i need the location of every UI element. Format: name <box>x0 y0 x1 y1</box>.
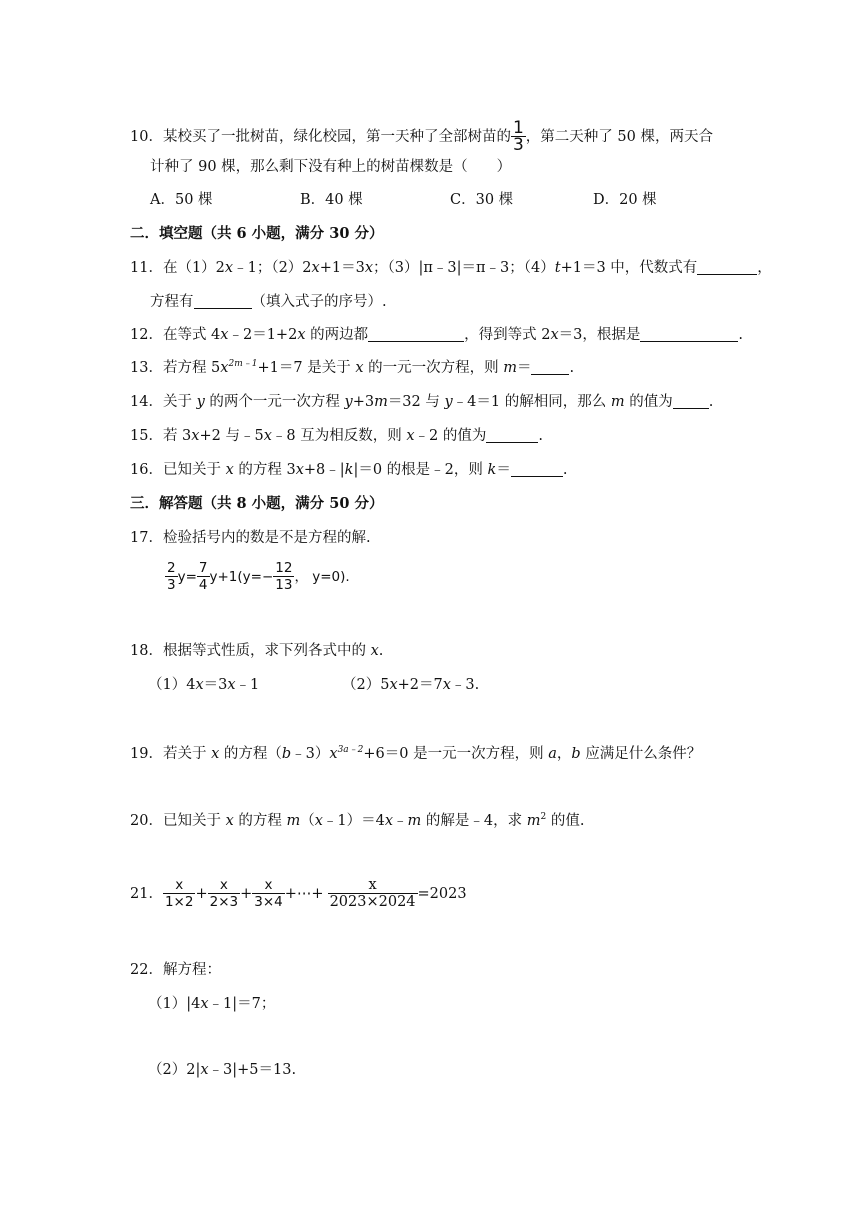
q16-p1: 已知关于 <box>162 462 226 478</box>
q21-term3-num: x <box>252 877 285 894</box>
q18-text-a: 根据等式性质，求下列各式中的 <box>162 643 371 659</box>
q20-number: 20． <box>130 813 163 829</box>
q17-frac-2-3 <box>165 560 178 594</box>
q15-v1: x <box>191 428 200 444</box>
q11-line2 <box>150 292 387 312</box>
q18-s1-b: ＝3 <box>203 677 228 693</box>
q22-number: 22． <box>130 962 163 978</box>
q12-p5: ＝3，根据是 <box>558 327 641 343</box>
q19-p3: ﹣3） <box>291 746 330 762</box>
q15-answer-blank[interactable] <box>486 428 538 443</box>
q19-v4: a <box>548 746 557 762</box>
q11-p4: ；（3）|π﹣3|＝π﹣3；（4） <box>373 260 555 276</box>
q18-s1-v1: x <box>195 677 204 693</box>
q12-answer-blank-2[interactable] <box>640 327 738 342</box>
q14-p4: ＝32 与 <box>387 394 445 410</box>
q21-plus-1: + <box>195 886 208 902</box>
q11-line1 <box>130 258 772 278</box>
q22-s1-v: x <box>200 996 209 1012</box>
q13-p1: 若方程 5 <box>162 360 221 376</box>
q21-term1-num: x <box>163 877 196 894</box>
q21-plus-2: + <box>240 886 253 902</box>
q19-p5: ， <box>556 746 572 762</box>
q18-text-b: . <box>378 643 384 659</box>
q14-p1: 关于 <box>162 394 197 410</box>
q14-number: 14． <box>130 394 163 410</box>
q13-exponent: 2m﹣1 <box>228 359 258 369</box>
q13-p4: ＝ <box>516 360 532 376</box>
q18-v: x <box>370 643 379 659</box>
q22-text: 解方程： <box>162 962 221 978</box>
q16-p4: |＝0 的根是﹣2，则 <box>353 462 488 478</box>
q21-term2-den: 2×3 <box>209 894 239 910</box>
q18-s1-a: （1）4 <box>148 677 196 693</box>
q17-frac3-den: 13 <box>275 577 293 593</box>
q12-p6: . <box>738 327 743 343</box>
q13-answer-blank[interactable] <box>531 360 569 375</box>
q10-option-b: B．40 棵 <box>300 192 363 208</box>
q16-v2: x <box>295 462 304 478</box>
q14-p7: . <box>708 394 714 410</box>
q22-s2-b: ﹣3|+5＝13. <box>208 1062 297 1078</box>
q22-s1-a: （1）|4 <box>148 996 201 1012</box>
q20-p3: （ <box>300 813 315 829</box>
q16-p5: ＝ <box>496 462 511 478</box>
q21-last-num: x <box>328 877 418 894</box>
q11-v1: x <box>224 260 234 276</box>
q16-p2: 的方程 3 <box>233 462 296 478</box>
q13-v1: x <box>220 360 229 376</box>
q17-frac-12-13 <box>273 560 294 594</box>
q16-p6: . <box>562 462 568 478</box>
q16-v3: k <box>344 462 354 478</box>
q11-v4: t <box>554 260 561 276</box>
q15-p1: 若 3 <box>162 428 192 444</box>
q20-exponent: 2 <box>540 812 547 822</box>
q11-v3: x <box>364 260 374 276</box>
q18-s2-c: ﹣3. <box>450 677 480 693</box>
q18-number: 18． <box>130 643 163 659</box>
q16-v4: k <box>487 462 497 478</box>
q11-line2-a: 方程有 <box>150 294 194 310</box>
q20-v1: x <box>225 813 234 829</box>
q18-sub2 <box>342 675 479 695</box>
q13-number: 13． <box>130 360 163 376</box>
q20-v5: m <box>407 813 422 829</box>
q21-last-den: 2023×2024 <box>329 894 416 910</box>
q21-term2-num: x <box>208 877 241 894</box>
q16-answer-blank[interactable] <box>511 462 563 477</box>
q18-sub1 <box>148 675 259 695</box>
q14-line <box>130 392 713 412</box>
q12-p2: ﹣2＝1+2 <box>228 327 298 343</box>
q12-v1: x <box>220 327 229 343</box>
q16-v1: x <box>225 462 234 478</box>
q14-p6: 的值为 <box>624 394 673 410</box>
q17-m3: ， y=0). <box>294 569 350 585</box>
q12-p1: 在等式 4 <box>162 327 221 343</box>
q18-line <box>130 641 383 661</box>
q19-p1: 若关于 <box>162 746 212 762</box>
q19-number: 19． <box>130 746 163 762</box>
q15-v2: x <box>263 428 272 444</box>
q10-number: 10． <box>130 129 163 145</box>
q11-p1: 在（1）2 <box>162 260 225 276</box>
q18-s1-c: ﹣1 <box>235 677 260 693</box>
q10-text-b: ，第二天种了 50 棵，两天合 <box>525 129 713 145</box>
q19-p6: 应满足什么条件？ <box>580 746 702 762</box>
q17-frac-7-4 <box>197 560 210 594</box>
q15-number: 15． <box>130 428 163 444</box>
q11-p3: +1＝3 <box>319 260 365 276</box>
q19-v3: x <box>329 746 338 762</box>
q16-p3: +8﹣| <box>303 462 345 478</box>
q21-line <box>130 876 467 912</box>
q11-line2-b: （填入式子的序号）. <box>251 294 387 310</box>
q14-v1: y <box>196 394 205 410</box>
q10-fraction: $\frac{1}{3}$ <box>512 118 524 155</box>
q20-p6: 的解是﹣4，求 <box>421 813 527 829</box>
q21-term-3 <box>252 877 285 911</box>
q19-v2: b <box>281 746 292 762</box>
q12-p4: ，得到等式 2 <box>464 327 551 343</box>
q17-text: 检验括号内的数是不是方程的解. <box>162 530 371 546</box>
q22-s2-v: x <box>200 1062 209 1078</box>
q21-number: 21． <box>130 886 163 902</box>
q14-p5: ﹣4＝1 的解相同，那么 <box>452 394 611 410</box>
q12-p3: 的两边都 <box>305 327 369 343</box>
q12-line <box>130 325 743 345</box>
q19-p4: +6＝0 是一元一次方程，则 <box>363 746 549 762</box>
q17-line <box>130 528 371 548</box>
q21-term1-den: 1×2 <box>164 894 194 910</box>
q17-frac1-den: 3 <box>167 577 176 593</box>
q22-line <box>130 960 221 980</box>
q15-v3: x <box>406 428 415 444</box>
q15-p2: +2 与﹣5 <box>199 428 264 444</box>
q10-option-a: A．50 棵 <box>150 192 213 208</box>
q20-v4: x <box>384 813 394 829</box>
q13-line <box>130 358 574 378</box>
section-3-heading: 三．解答题（共 8 小题，满分 50 分） <box>130 495 384 512</box>
q18-s1-v2: x <box>227 677 236 693</box>
q17-frac3-num: 12 <box>275 560 293 576</box>
q20-p7: 的值. <box>546 813 585 829</box>
q22-s2-a: （2）2| <box>148 1062 201 1078</box>
q15-p5: . <box>538 428 543 444</box>
q15-line <box>130 426 543 446</box>
q18-s2-v2: x <box>442 677 451 693</box>
q11-p5: +1＝3 中，代数式有 <box>560 260 698 276</box>
q16-line <box>130 460 567 480</box>
q21-term3-den: 3×4 <box>254 894 283 910</box>
q20-p2: 的方程 <box>233 813 287 829</box>
q13-p3: 的一元一次方程，则 <box>363 360 504 376</box>
q13-v2: x <box>355 360 364 376</box>
q17-frac2-den: 4 <box>198 577 208 593</box>
q21-term-2 <box>208 877 241 911</box>
q20-v6: m <box>526 813 541 829</box>
q12-number: 12． <box>130 327 163 343</box>
q20-v3: x <box>314 813 323 829</box>
q21-rhs: =2023 <box>417 886 467 902</box>
q14-v5: m <box>610 394 625 410</box>
q10-option-c: C．30 棵 <box>450 192 514 208</box>
q22-sub1 <box>148 994 275 1014</box>
q11-answer-blank-2[interactable] <box>194 294 252 309</box>
q17-m1: y= <box>177 569 197 585</box>
q19-exponent: 3a﹣2 <box>337 745 364 755</box>
q17-frac1-num: 2 <box>167 560 176 576</box>
q15-p4: ﹣2 的值为 <box>414 428 487 444</box>
q17-equation <box>165 560 350 594</box>
q20-p4: ﹣1）＝4 <box>322 813 385 829</box>
q14-p3: +3 <box>352 394 375 410</box>
q17-number: 17． <box>130 530 163 546</box>
q18-s2-v1: x <box>389 677 398 693</box>
q13-p5: . <box>569 360 575 376</box>
section-2-heading: 二．填空题（共 6 小题，满分 30 分） <box>130 225 384 242</box>
q11-p6: ， <box>757 260 772 276</box>
q21-ellipsis: +⋯+ <box>284 886 324 902</box>
q19-v1: x <box>211 746 220 762</box>
q12-v3: x <box>550 327 559 343</box>
q19-line <box>130 744 701 764</box>
q10-option-d: D．20 棵 <box>593 192 657 208</box>
q17-m2: y+1(y=− <box>209 569 274 585</box>
q22-s1-b: ﹣1|＝7； <box>208 996 276 1012</box>
q22-sub2 <box>148 1060 296 1080</box>
q19-p2: 的方程（ <box>219 746 282 762</box>
q13-p2: +1＝7 是关于 <box>257 360 356 376</box>
q14-v4: y <box>444 394 453 410</box>
q10-text-a: 某校买了一批树苗，绿化校园，第一天种了全部树苗的 <box>162 129 511 145</box>
q21-term-last <box>328 877 418 911</box>
q19-v5: b <box>571 746 581 762</box>
q14-p2: 的两个一元一次方程 <box>204 394 345 410</box>
q21-term-1 <box>163 877 196 911</box>
q16-number: 16． <box>130 462 163 478</box>
q11-number: 11． <box>130 260 163 276</box>
q20-v2: m <box>286 813 301 829</box>
q12-v2: x <box>297 327 306 343</box>
q20-p1: 已知关于 <box>162 813 226 829</box>
q11-answer-blank-1[interactable] <box>697 260 757 275</box>
q20-p5: ﹣ <box>393 813 408 829</box>
q17-frac2-num: 7 <box>198 560 208 576</box>
q20-line <box>130 811 584 831</box>
q18-s2-b: +2＝7 <box>397 677 443 693</box>
q13-v3: m <box>503 360 517 376</box>
q10-line1 <box>130 120 713 154</box>
q12-answer-blank-1[interactable] <box>368 327 464 342</box>
q18-s2-a: （2）5 <box>342 677 390 693</box>
q11-p2: ﹣1；（2）2 <box>233 260 312 276</box>
q14-answer-blank[interactable] <box>673 394 709 409</box>
q10-line2: 计种了 90 棵，那么剩下没有种上的树苗棵数是（ ） <box>150 159 512 175</box>
q14-v3: m <box>374 394 388 410</box>
q15-p3: ﹣8 互为相反数，则 <box>271 428 407 444</box>
q14-v2: y <box>344 394 353 410</box>
q11-v2: x <box>311 260 320 276</box>
